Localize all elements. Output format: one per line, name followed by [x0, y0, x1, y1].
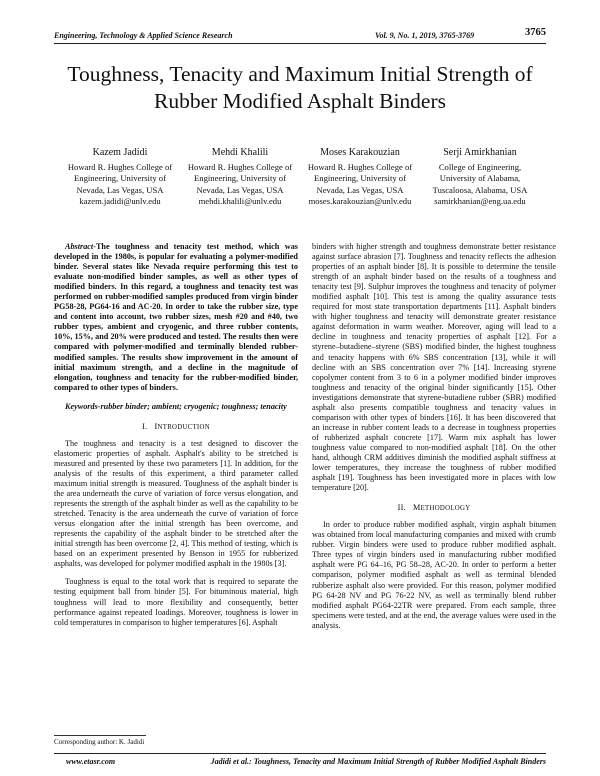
journal-name: Engineering, Technology & Applied Science Research — [54, 31, 233, 40]
section-heading-introduction: I. INTRODUCTION — [142, 421, 210, 431]
abstract-text: The toughness and tenacity test method, which was developed in the 1980s, is popular for evaluating a polymer-modified binder. Several states like Nevada require performing this test to evaluate non-modified binder samples, as well as other types of modified binders. In this regard, a toughness and tenacity test was performed on rubber-modified samples produced from virgin binder PG58-28, PG64-16 and AC-20. In order to take the rubber size, type and content into account, two rubber sizes, mesh #20 and #40, two rubber types, ambient and cryogenic, and three rubber contents, 10%, 15%, and 20% were produced and tested. The results then were compared with polymer-modified and terminally blended rubber-modified samples. The results show improvement in the amount of initial maximum strength, and a decline in the magnitude of elongation, toughness and tenacity for the rubber-modified binder, compared to other types of binders. — [54, 242, 298, 392]
body-paragraph: The toughness and tenacity is a test designed to discover the elastomeric properties of asphalt. Asphalt's ability to be stretched is measured and presented by these two parameters [1]. In addition, for the analysis of the results of this experiment, a third parameter called maximum initial strength is measured. Toughness of the asphalt binder is the area underneath the curve of variation of force versus elongation, and represents the strength of the asphalt binder as well as the capability to be stretched. Tenacity is the area underneath the curve of variation of force versus elongation after the initial strength has been overcome, and represents the capability of the asphalt binder to be stretched after the initial strength has been overcome [2, 4]. This method of testing, which is based on an experiment presented by Benson in 1955 for rubberized asphalts, was developed for polymer modified asphalt in the 1980s [3]. — [54, 438, 298, 569]
author-email: mehdi.khalili@unlv.edu — [198, 196, 282, 207]
keywords: Keywords-rubber binder; ambient; cryogenic; toughness; tenacity — [65, 401, 287, 411]
author-1 — [60, 147, 180, 208]
paper-title: Toughness, Tenacity and Maximum Initial Strength of Rubber Modified Asphalt Binders — [67, 62, 533, 113]
author-block — [60, 147, 540, 208]
author-2 — [180, 147, 300, 208]
abstract — [54, 242, 298, 393]
author-name: Mehdi Khalili — [211, 147, 269, 158]
running-header — [54, 27, 546, 41]
body-paragraph: binders with higher strength and toughness demonstrate better resistance against surface abrasion [7]. Toughness and tenacity reflects the adhesion properties of an asphalt binder [8]. It is possible to determine the tensile strength of an asphalt binder based on the results of a toughness and tenacity test [9]. Sulphur improves the toughness and tenacity of polymer modified asphalt [10]. This test is among the quality assurance tests required for most state transportation departments [11]. Asphalt binders with higher toughness and tenacity will demonstrate greater resistance against deformation in warm weather. Moreover, aging will lead to a decline in toughness and tenacity properties of asphalt [12]. For a styrene–butadiene–styrene (SBS) modified binder, the highest toughness and tenacity happens with 6% SBS concentration [13], while it will decline with an SBS concentration over 7% [14]. Increasing styrene copolymer content from 3 to 6 in a polymer modified binder improves toughness and tenacity of the original binder significantly [15]. Other investigations demonstrate that styrene-butadiene rubber (SBR) modified asphalt also presents compatible toughness and tenacity values in comparison with other types of binders [16]. It has been discovered that an increase in rubber content leads to a decrease in toughness properties of rubberized asphalt concrete [17]. Warm mix asphalt has lower toughness value compared to non-modified asphalt [18]. On the other hand, although CRM additives diminish the modified asphalt stiffness at lower temperatures, they increase the toughness of rubber modified asphalt [19]. Toughness has been investigated more in places with low temperature [20]. — [312, 242, 556, 493]
author-affiliation: College of Engineering, — [438, 161, 522, 172]
footer-rule — [54, 753, 546, 754]
author-affiliation: Nevada, Las Vegas, USA — [316, 184, 404, 195]
author-4 — [420, 147, 540, 208]
author-affiliation: Howard R. Hughes College of — [307, 161, 413, 172]
left-column — [54, 242, 298, 628]
author-affiliation: Howard R. Hughes College of — [187, 161, 293, 172]
author-affiliation: Nevada, Las Vegas, USA — [76, 184, 164, 195]
author-affiliation: Engineering, University of — [314, 173, 406, 184]
footer-citation: Jadidi et al.: Toughness, Tenacity and Maximum Initial Strength of Rubber Modified Asphalt Binders — [210, 757, 546, 766]
footnote: Corresponding author: K. Jadidi — [54, 738, 145, 746]
author-affiliation: Howard R. Hughes College of — [67, 161, 173, 172]
abstract-label: Abstract- — [65, 242, 96, 251]
author-email: samirkhanian@eng.ua.edu — [434, 196, 526, 207]
author-affiliation: Tuscaloosa, Alabama, USA — [432, 184, 528, 195]
header-rule — [54, 43, 546, 44]
author-name: Kazem Jadidi — [92, 147, 148, 158]
author-affiliation: University of Alabama, — [439, 173, 521, 184]
journal-website: www.etasr.com — [66, 757, 116, 766]
right-column — [312, 242, 556, 631]
author-name: Serji Amirkhanian — [443, 147, 517, 158]
author-email: kazem.jadidi@unlv.edu — [79, 196, 161, 207]
section-heading-methodology: II. METHODOLOGY — [397, 503, 471, 513]
author-affiliation: Engineering, University of — [74, 173, 166, 184]
author-name: Moses Karakouzian — [320, 147, 400, 158]
author-affiliation: Engineering, University of — [194, 173, 286, 184]
footnote-rule — [54, 735, 146, 736]
page-number: 3765 — [525, 27, 546, 38]
body-paragraph: Toughness is equal to the total work that is required to separate the testing equipment ball from binder [5]. For bituminous material, high toughness will lead to more flexibility and consequently, better performance against repeated loadings. Moreover, toughness is lower in cold temperatures in comparison to higher temperatures [6]. Asphalt — [54, 577, 298, 627]
author-3 — [300, 147, 420, 208]
volume-info: Vol. 9, No. 1, 2019, 3765-3769 — [375, 31, 475, 40]
body-paragraph: In order to produce rubber modified asphalt, virgin asphalt bitumen was obtained from local manufacturing companies and mixed with crumb rubber. Virgin binders were used to produce rubber modified asphalt. Three types of virgin binders used in manufacturing rubber modified asphalt were PG 64–16, PG 58–28, AC-20. In order to perform a better comparison, polymer modified asphalt as well as terminal blended rubberize asphalt also were provided. For this reason, polymer modified PG 64-28 NV and PG 76-22 NV, as well as terminally blend rubber modified asphalt PG64-22TR were prepared. From each sample, three specimens were tested, and at the end, the average values were used in the analysis. — [312, 520, 556, 630]
author-email: moses.karakouzian@unlv.edu — [308, 196, 412, 207]
author-affiliation: Nevada, Las Vegas, USA — [196, 184, 284, 195]
